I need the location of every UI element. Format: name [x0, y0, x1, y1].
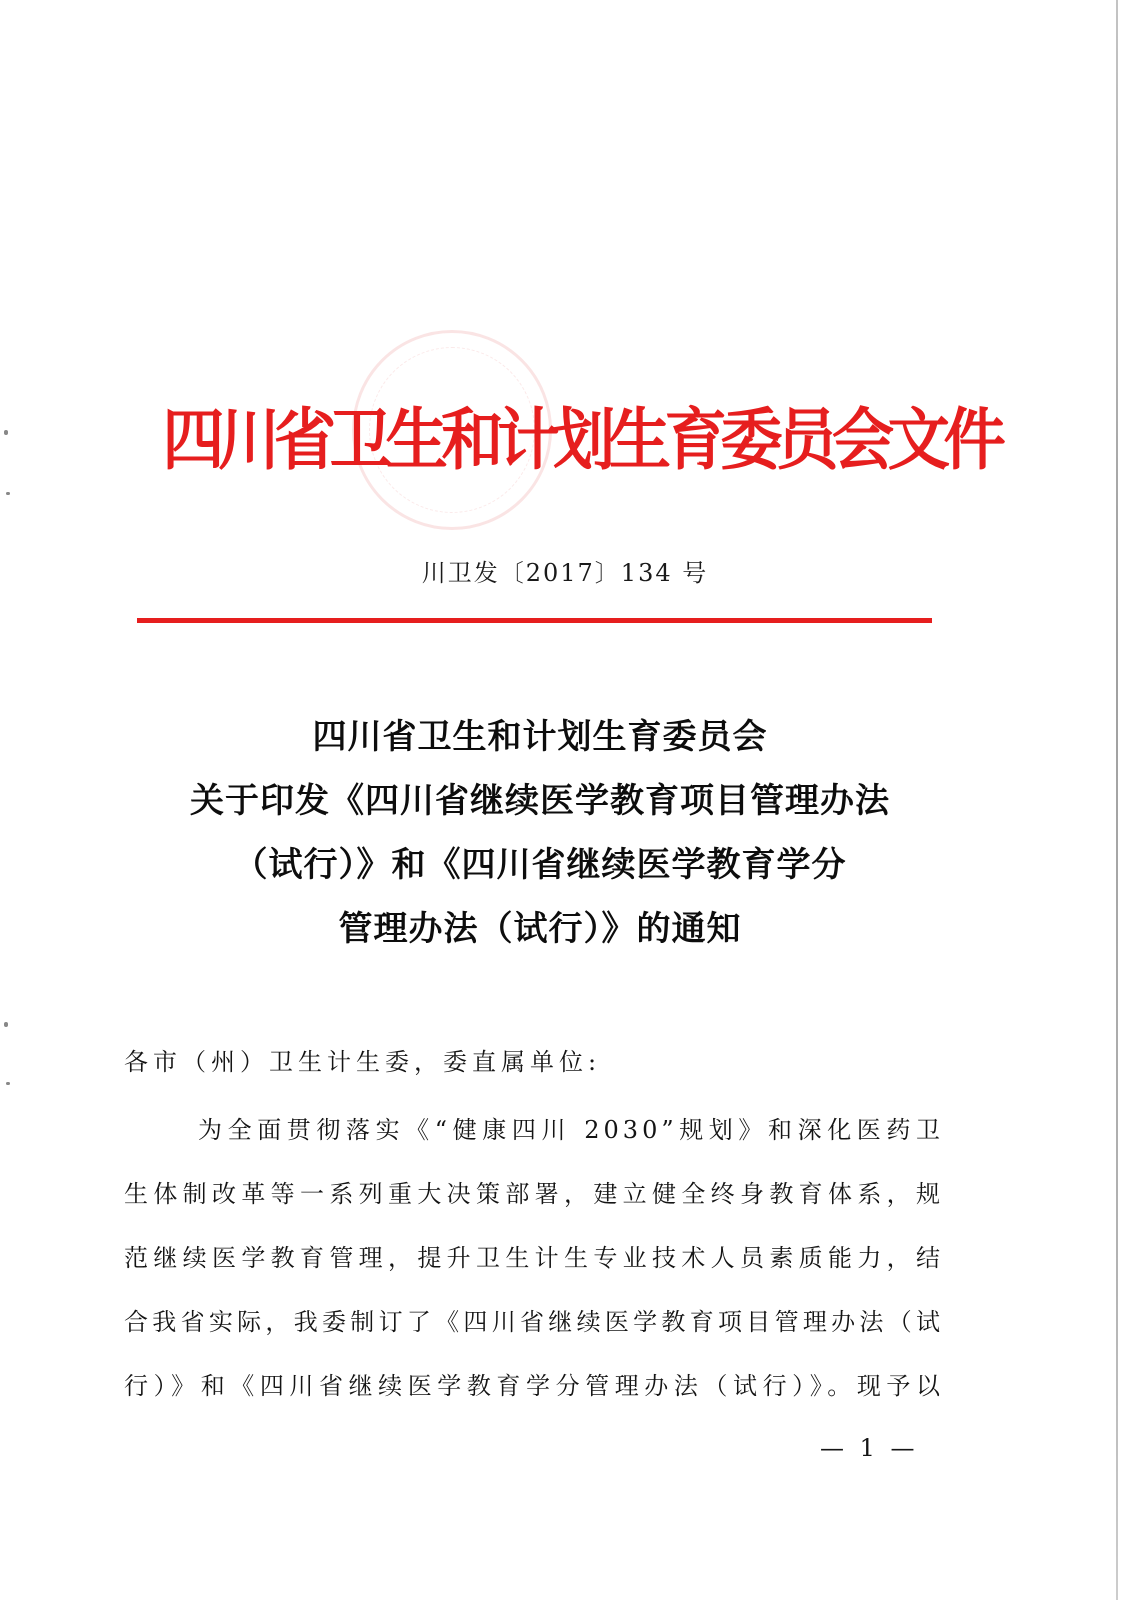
title-line: 管理办法（试行）》的通知: [338, 909, 742, 949]
scan-speck: [6, 492, 10, 495]
body-line: 范继续医学教育管理，提升卫生计生专业技术人员素质能力，结: [124, 1244, 944, 1272]
scan-edge-line: [1116, 0, 1118, 1600]
title-line: 关于印发《四川省继续医学教育项目管理办法: [190, 781, 890, 821]
salutation: 各市（州）卫生计生委，委直属单位:: [124, 1048, 602, 1076]
body-line: 为全面贯彻落实《“健康四川 2030”规划》和深化医药卫: [198, 1116, 944, 1144]
title-line: （试行）》和《四川省继续医学教育学分: [233, 845, 847, 885]
document-title: [110, 705, 970, 961]
scan-speck: [6, 1082, 10, 1085]
body-paragraph: [124, 1110, 944, 1430]
body-line: 行）》和《四川省继续医学教育学分管理办法（试行）》。现予以: [124, 1372, 944, 1400]
masthead: 四川省卫生和计划生育委员会文件: [162, 401, 1000, 479]
scan-speck: [4, 1022, 8, 1027]
red-separator-rule: [137, 618, 932, 623]
body-line: 合我省实际，我委制订了《四川省继续医学教育项目管理办法（试: [124, 1308, 944, 1336]
body-line: 生体制改革等一系列重大决策部署，建立健全终身教育体系，规: [124, 1180, 944, 1208]
scan-speck: [4, 430, 8, 435]
page-number: — 1 —: [820, 1434, 919, 1462]
title-line: 四川省卫生和计划生育委员会: [312, 717, 768, 757]
document-number: 川卫发〔2017〕134 号: [421, 559, 709, 587]
